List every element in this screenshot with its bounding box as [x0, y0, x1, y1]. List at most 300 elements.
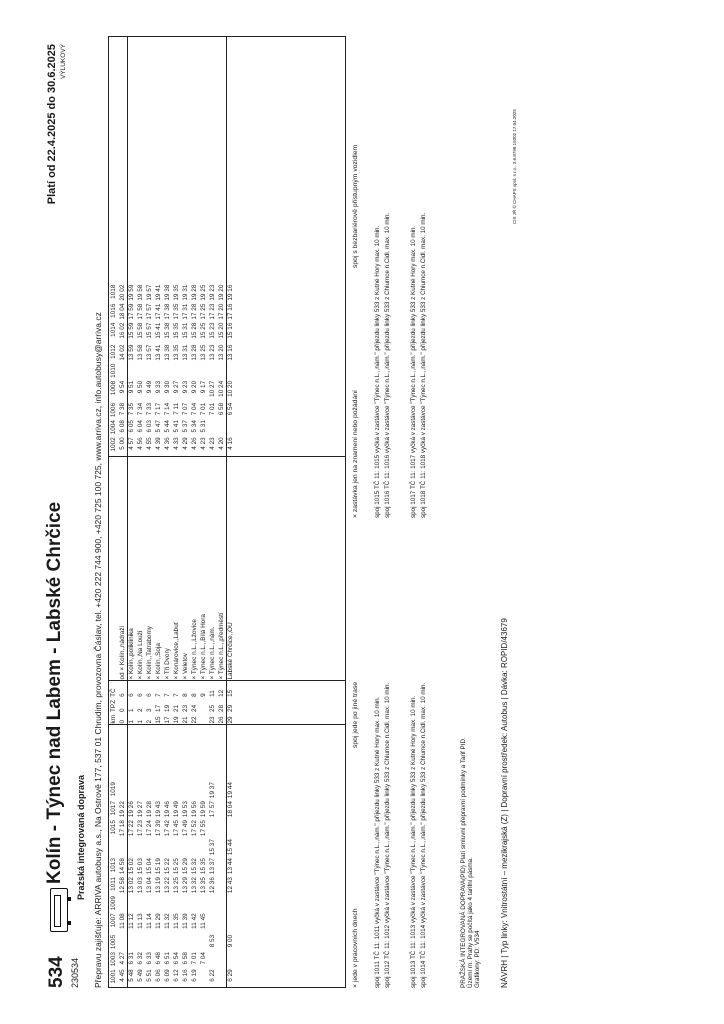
- outbound-cell: 6 33: [145, 952, 153, 965]
- stop-row: [181, 611, 190, 681]
- note-1018: spoj 1018 TČ 11: 1018 vyčká v zastávce "Týnec n.L.,,nám." příjezdu linky 533 z Chlumce n.Cidl. max. 10 min.: [420, 212, 427, 518]
- km-cell: 2: [136, 708, 144, 712]
- outbound-cell: 7 04: [199, 952, 207, 965]
- outbound-cell: [190, 933, 199, 950]
- return-row: [190, 283, 199, 453]
- km-header-row: [109, 687, 118, 725]
- outbound-cell: [199, 968, 208, 985]
- return-row: [136, 283, 145, 453]
- outbound-cell: 1007: [109, 913, 117, 928]
- outbound-row: [190, 781, 199, 985]
- return-cell: 6 05: [127, 420, 135, 433]
- return-cell: 5 44: [163, 420, 171, 433]
- outbound-cell: [154, 930, 163, 933]
- outbound-cell: [217, 876, 226, 895]
- return-cell: 5 47: [154, 420, 162, 433]
- km-cell: 1: [136, 719, 144, 724]
- return-cell: 17 20: [217, 303, 225, 320]
- return-row: [154, 283, 163, 453]
- grafikony: Grafikony: PD: V534: [474, 930, 482, 988]
- outbound-cell: 15 04: [145, 858, 153, 875]
- return-cell: 13 28: [190, 344, 198, 361]
- note-1015: spoj 1015 TČ 11: 1015 vyčká v zastávce "Týnec n.L.,,nám." příjezdu linky 533 z Kutné Hory max. 10 min.: [374, 225, 381, 518]
- return-cell: 1016: [109, 303, 117, 318]
- stop-cell: × Kolín,,Na Louži: [136, 630, 144, 680]
- return-cell: 9 30: [163, 380, 171, 394]
- return-cell: 17 25: [199, 303, 207, 320]
- stop-row: [145, 611, 154, 681]
- return-cell: 7 04: [190, 402, 198, 416]
- outbound-row: [154, 781, 163, 985]
- outbound-cell: 15 44: [226, 839, 234, 856]
- outbound-cell: [145, 930, 154, 933]
- outbound-row: [163, 781, 172, 985]
- outbound-cell: [145, 895, 154, 912]
- outbound-cell: [172, 933, 181, 950]
- return-cell: 17 31: [181, 303, 189, 320]
- stop-row: [190, 611, 199, 681]
- return-cell: 9 20: [190, 380, 198, 394]
- return-cell: 9 51: [127, 380, 135, 394]
- outbound-cell: 15 29: [181, 858, 189, 875]
- outbound-row: [199, 781, 208, 985]
- outbound-row: [181, 781, 190, 985]
- return-cell: [172, 362, 181, 379]
- outbound-cell: [199, 781, 208, 800]
- km-cell: 6: [136, 693, 144, 697]
- return-cell: 7 07: [181, 402, 189, 416]
- km-cell: 15: [154, 716, 162, 724]
- return-cell: 19 41: [154, 284, 162, 301]
- outbound-cell: [127, 781, 136, 800]
- outbound-cell: [190, 930, 199, 933]
- return-cell: [145, 398, 154, 401]
- stop-cell: [109, 611, 118, 681]
- return-cell: 1012: [109, 344, 117, 359]
- outbound-cell: 7 01: [190, 952, 198, 965]
- return-cell: 4 36: [163, 437, 171, 450]
- outbound-cell: 15 22: [163, 858, 171, 875]
- return-cell: 10 24: [217, 380, 225, 397]
- outbound-cell: [163, 781, 172, 800]
- return-row: [217, 283, 226, 453]
- return-cell: 19 57: [145, 284, 153, 301]
- return-row: [127, 283, 136, 453]
- outbound-cell: 6 09: [163, 969, 171, 982]
- return-cell: 13 58: [136, 344, 144, 361]
- outbound-cell: 5 48: [127, 969, 135, 982]
- km-cell: 25: [208, 704, 216, 712]
- outbound-cell: 19 56: [190, 801, 198, 818]
- outbound-cell: [190, 838, 199, 857]
- outbound-cell: [181, 781, 190, 800]
- legend-barrier-free: spoj s bezbariérově přístupným vozidlem: [352, 144, 359, 268]
- return-row: [118, 283, 127, 453]
- outbound-cell: [127, 930, 136, 933]
- stop-row: [127, 611, 136, 681]
- zone-info: Území m. Prahy se počítá jako 4 tarifní pásma.: [467, 857, 475, 988]
- validity-dates: Platí od 22.4.2025 do 30.6.2025: [46, 44, 58, 205]
- return-cell: [154, 362, 163, 379]
- return-cell: 1014: [109, 322, 117, 337]
- outbound-cell: [226, 895, 235, 912]
- outbound-cell: 12 58: [118, 877, 126, 894]
- return-cell: 17 38: [163, 303, 171, 320]
- return-cell: 19 35: [172, 284, 180, 301]
- return-cell: 19 59: [127, 284, 135, 301]
- return-cell: [226, 362, 235, 379]
- return-cell: 4 56: [136, 437, 144, 450]
- outbound-cell: 14 58: [118, 858, 126, 875]
- return-cell: 13 35: [172, 344, 180, 361]
- page-title: Kolín - Týnec nad Labem - Labské Chrčice: [44, 501, 65, 884]
- return-cell: 18 04: [118, 303, 126, 320]
- return-cell: 1004: [109, 420, 117, 435]
- outbound-row: [145, 781, 154, 985]
- return-cell: [226, 398, 235, 401]
- km-row: [127, 687, 136, 725]
- outbound-cell: [181, 930, 190, 933]
- outbound-cell: [172, 781, 181, 800]
- return-cell: [199, 362, 208, 379]
- outbound-cell: [226, 819, 235, 838]
- return-cell: 15 28: [190, 322, 198, 339]
- return-cell: 19 31: [181, 284, 189, 301]
- outbound-cell: [145, 933, 154, 950]
- stop-row: [208, 611, 217, 681]
- return-cell: 10 27: [208, 380, 216, 397]
- legend-workdays: × jede v pracovních dnech: [352, 908, 359, 988]
- return-cell: 13 23: [208, 344, 216, 361]
- km-cell: 29: [226, 716, 234, 724]
- bus-icon: [50, 888, 68, 932]
- return-cell: [172, 340, 181, 343]
- outbound-cell: 9 00: [226, 934, 234, 948]
- return-cell: 13 20: [217, 344, 225, 361]
- pid-info: [460, 688, 482, 988]
- outbound-cell: 11 45: [199, 913, 207, 929]
- outbound-cell: [208, 951, 217, 968]
- return-cell: [181, 340, 190, 343]
- outbound-cell: 19 26: [127, 801, 135, 818]
- outbound-cell: [154, 933, 163, 950]
- outbound-cell: 17 24: [145, 820, 153, 837]
- return-cell: 7 17: [154, 402, 162, 416]
- km-cell: 6: [145, 693, 153, 697]
- km-cell: 1: [127, 719, 135, 724]
- stop-cell: × Týnec n.L.,,předměstí: [217, 612, 225, 680]
- return-cell: [109, 398, 118, 401]
- outbound-cell: [181, 933, 190, 950]
- return-cell: [154, 340, 163, 343]
- km-cell: 6: [118, 693, 126, 697]
- stop-cell: od × Kolín,,nádraží: [118, 625, 126, 680]
- km-row: [217, 687, 226, 725]
- return-cell: 17 28: [190, 303, 198, 320]
- outbound-cell: [118, 930, 127, 933]
- line-number: 534: [46, 956, 67, 988]
- outbound-cell: 17 42: [163, 820, 171, 837]
- return-cell: 17 58: [136, 303, 144, 320]
- return-cell: 7 14: [163, 402, 171, 416]
- stop-row: [136, 611, 145, 681]
- return-cell: [208, 419, 217, 436]
- outbound-cell: [154, 895, 163, 912]
- km-cell: 23: [181, 704, 189, 712]
- outbound-cell: 11 39: [181, 913, 189, 929]
- outbound-cell: [190, 781, 199, 800]
- outbound-cell: 6 19: [190, 969, 198, 982]
- return-cell: 15 58: [136, 322, 144, 339]
- return-cell: 17 41: [154, 303, 162, 320]
- outbound-cell: [208, 930, 217, 933]
- km-cell: 7: [154, 693, 162, 697]
- outbound-cell: [136, 933, 145, 950]
- return-cell: [145, 362, 154, 379]
- return-cell: 13 38: [163, 344, 171, 361]
- outbound-row: [136, 781, 145, 985]
- outbound-cell: 6 51: [163, 952, 171, 965]
- return-cell: 15 59: [127, 322, 135, 339]
- km-cell: 2: [145, 719, 153, 724]
- return-cell: 7 11: [172, 402, 180, 415]
- outbound-cell: [136, 838, 145, 857]
- outbound-cell: 13 44: [226, 858, 234, 875]
- km-row: [118, 687, 127, 725]
- return-cell: 7 01: [199, 402, 207, 416]
- return-cell: 19 25: [199, 284, 207, 301]
- km-cell: 15: [226, 689, 234, 697]
- stop-row: [163, 611, 172, 681]
- km-row: [208, 687, 217, 725]
- outbound-cell: 13 35: [199, 877, 207, 894]
- return-cell: [217, 362, 226, 379]
- outbound-cell: 15 02: [127, 858, 135, 875]
- outbound-cell: [199, 933, 208, 950]
- outbound-cell: 19 27: [136, 801, 144, 818]
- outbound-cell: [145, 838, 154, 857]
- stop-cell: × Kolín,,Tatrabomy: [145, 626, 153, 680]
- outbound-cell: [226, 912, 235, 931]
- outbound-cell: 19 44: [226, 782, 234, 799]
- line-code: 230534: [70, 957, 80, 988]
- outbound-cell: [109, 930, 118, 933]
- stop-row: [172, 611, 181, 681]
- km-cell: 12: [217, 689, 225, 697]
- outbound-cell: 13 04: [145, 877, 153, 894]
- note-1014: spoj 1014 TČ 11: 1014 vyčká v zastávce "Týnec n.L.,,nám." příjezdu linky 533 z Chlumce n.Cidl. max. 10 min.: [420, 682, 427, 988]
- return-cell: [127, 362, 136, 379]
- outbound-cell: [118, 895, 127, 912]
- return-cell: 4 33: [172, 437, 180, 450]
- return-cell: 4 55: [145, 437, 153, 450]
- km-cell: 11: [208, 690, 216, 697]
- outbound-cell: 19 22: [118, 801, 126, 818]
- outbound-cell: 1013: [109, 858, 117, 873]
- return-cell: [163, 398, 172, 401]
- return-cell: [118, 398, 127, 401]
- outbound-cell: 17 22: [127, 820, 135, 837]
- outbound-cell: 13 03: [136, 877, 144, 894]
- return-cell: 1008: [109, 380, 117, 396]
- outbound-row: [118, 781, 127, 985]
- return-cell: 13 59: [127, 344, 135, 361]
- return-cell: 19 23: [208, 284, 216, 301]
- return-cell: [226, 340, 235, 343]
- return-cell: 5 00: [118, 437, 126, 450]
- return-cell: [163, 340, 172, 343]
- outbound-cell: [181, 895, 190, 912]
- outbound-cell: [127, 895, 136, 912]
- outbound-cell: 15 25: [172, 858, 180, 875]
- km-cell: 24: [190, 704, 198, 712]
- return-cell: [208, 362, 217, 379]
- outbound-cell: 1011: [109, 877, 117, 891]
- carrier-info: Přepravu zajišťuje: ARRIVA autobusy a.s., Na Ostrově 177, 537 01 Chrudim, provozovna Čáslav, tel. +420 222 744 900, +420 725 100 725, www.arriva.cz, info.autobusy@arriva.cz: [93, 312, 103, 988]
- outbound-cell: [199, 930, 208, 933]
- return-cell: [118, 340, 127, 343]
- km-row: [145, 687, 154, 725]
- outbound-cell: [190, 895, 199, 912]
- km-row: [163, 687, 172, 725]
- outbound-cell: [118, 781, 127, 800]
- legend-request-stop: × zastávka jen na znamení nebo požádání: [352, 390, 359, 518]
- outbound-row: [172, 781, 181, 985]
- outbound-cell: [217, 838, 226, 857]
- return-cell: 17 35: [172, 303, 180, 320]
- km-row: [136, 687, 145, 725]
- outbound-cell: [163, 933, 172, 950]
- km-cell: 6: [127, 693, 135, 697]
- outbound-cell: 13 32: [190, 877, 198, 894]
- pid-conditions: PRAŽSKÁ INTEGROVANÁ DOPRAVA(PID) Platí smluvní přepravní podmínky a Tarif PID.: [460, 737, 467, 988]
- return-cell: 15 16: [226, 322, 234, 339]
- outbound-cell: [217, 968, 226, 985]
- outbound-cell: [118, 838, 127, 857]
- outbound-cell: 1005: [109, 934, 117, 950]
- return-row: [181, 283, 190, 453]
- return-cell: [136, 340, 145, 343]
- print-info: CIS JŘ © CHAPS spol. s r.o., 3.6.8798.19302 17.04.2025: [512, 109, 517, 224]
- outbound-cell: 1017: [109, 801, 117, 816]
- outbound-cell: 12 43: [226, 877, 234, 894]
- return-cell: 5 37: [181, 420, 189, 433]
- km-cell: 21: [181, 716, 189, 724]
- return-cell: 10 20: [226, 380, 234, 397]
- outbound-cell: 12 36: [208, 877, 216, 894]
- outbound-cell: 13 22: [163, 877, 171, 894]
- return-cell: [163, 362, 172, 379]
- outbound-row: [127, 781, 136, 985]
- return-cell: 4 23: [208, 437, 216, 450]
- return-cell: 4 16: [226, 437, 234, 450]
- outbound-cell: 15 32: [190, 858, 198, 875]
- return-row: [145, 283, 154, 453]
- outbound-cell: [127, 838, 136, 857]
- km-cell: 9: [199, 693, 207, 697]
- return-cell: 7 33: [145, 402, 153, 416]
- return-cell: 5 31: [199, 420, 207, 433]
- return-cell: 6 54: [226, 402, 234, 416]
- outbound-cell: 19 46: [163, 801, 171, 818]
- outbound-cell: 11 13: [136, 913, 144, 929]
- outbound-cell: [136, 781, 145, 800]
- km-row: [154, 687, 163, 725]
- km-cell: 23: [208, 716, 216, 724]
- legend-other-route: spoj jede po jiné trase: [352, 681, 359, 748]
- km-cell: 1: [127, 708, 135, 712]
- km-row: [226, 687, 235, 725]
- return-cell: 1002: [109, 437, 117, 452]
- return-cell: 17 23: [208, 303, 216, 320]
- outbound-cell: 11 42: [190, 913, 198, 929]
- note-1013: spoj 1013 TČ 11: 1013 vyčká v zastávce "Týnec n.L.,,nám." příjezdu linky 533 z Kutné Hory max. 10 min.: [410, 695, 417, 988]
- outbound-cell: 19 49: [172, 801, 180, 818]
- outbound-cell: [127, 933, 136, 950]
- return-cell: 19 38: [163, 284, 171, 301]
- return-cell: 15 57: [145, 322, 153, 339]
- outbound-cell: 19 28: [145, 801, 153, 818]
- outbound-cell: [136, 930, 145, 933]
- return-cell: 15 35: [172, 322, 180, 339]
- outbound-cell: 11 32: [163, 913, 171, 929]
- return-cell: [136, 398, 145, 401]
- outbound-cell: 13 19: [154, 877, 162, 894]
- km-cell: 19: [172, 716, 180, 724]
- outbound-cell: 6 12: [172, 969, 180, 982]
- stop-cell: × Konárovice,,Labuť: [172, 621, 180, 680]
- outbound-cell: 1001: [109, 969, 117, 984]
- outbound-cell: 17 55: [199, 820, 207, 837]
- km-cell: 22: [190, 716, 198, 724]
- km-cell: 7: [163, 693, 171, 697]
- km-cell: 7: [172, 693, 180, 697]
- stop-cell: × Veletov: [181, 653, 189, 680]
- return-row: [208, 283, 217, 453]
- return-cell: [208, 340, 217, 343]
- outbound-cell: [199, 895, 208, 912]
- return-cell: 7 01: [208, 402, 216, 416]
- return-cell: 9 23: [181, 380, 189, 394]
- stop-cell: × Týnec n.L.,,Bílá Hora: [199, 614, 207, 680]
- outbound-cell: [181, 838, 190, 857]
- outbound-cell: 17 52: [190, 820, 198, 837]
- outbound-cell: [154, 838, 163, 857]
- return-cell: [190, 362, 199, 379]
- km-cell: 8: [181, 693, 189, 697]
- outbound-cell: [217, 781, 226, 800]
- stop-cell: Labské Chrčice,,OÚ: [226, 622, 234, 680]
- return-header-row: [109, 283, 118, 453]
- km-cell: 17: [163, 716, 171, 724]
- return-cell: 15 25: [199, 322, 207, 339]
- note-1016: spoj 1016 TČ 11: 1016 vyčká v zastávce "Týnec n.L.,,nám." příjezdu linky 533 z Chlumce n.Cidl. max. 10 min.: [384, 212, 391, 518]
- stop-row: [154, 611, 163, 681]
- outbound-cell: 1009: [109, 896, 117, 911]
- return-cell: 16 02: [118, 322, 126, 339]
- return-cell: [217, 419, 226, 436]
- return-cell: 5 34: [190, 420, 198, 433]
- note-1011: spoj 1011 TČ 11: 1011 vyčká v zastávce "Týnec n.L.,,nám." příjezdu linky 533 z Kutné Hory max. 10 min.: [374, 696, 381, 988]
- outbound-cell: 15 35: [199, 858, 207, 875]
- stop-row: [118, 611, 127, 681]
- return-row: [163, 283, 172, 453]
- return-cell: [208, 398, 217, 401]
- km-cell: [199, 698, 208, 713]
- outbound-cell: 17 57: [208, 801, 216, 818]
- return-row: [199, 283, 208, 453]
- outbound-cell: 17 39: [154, 820, 162, 837]
